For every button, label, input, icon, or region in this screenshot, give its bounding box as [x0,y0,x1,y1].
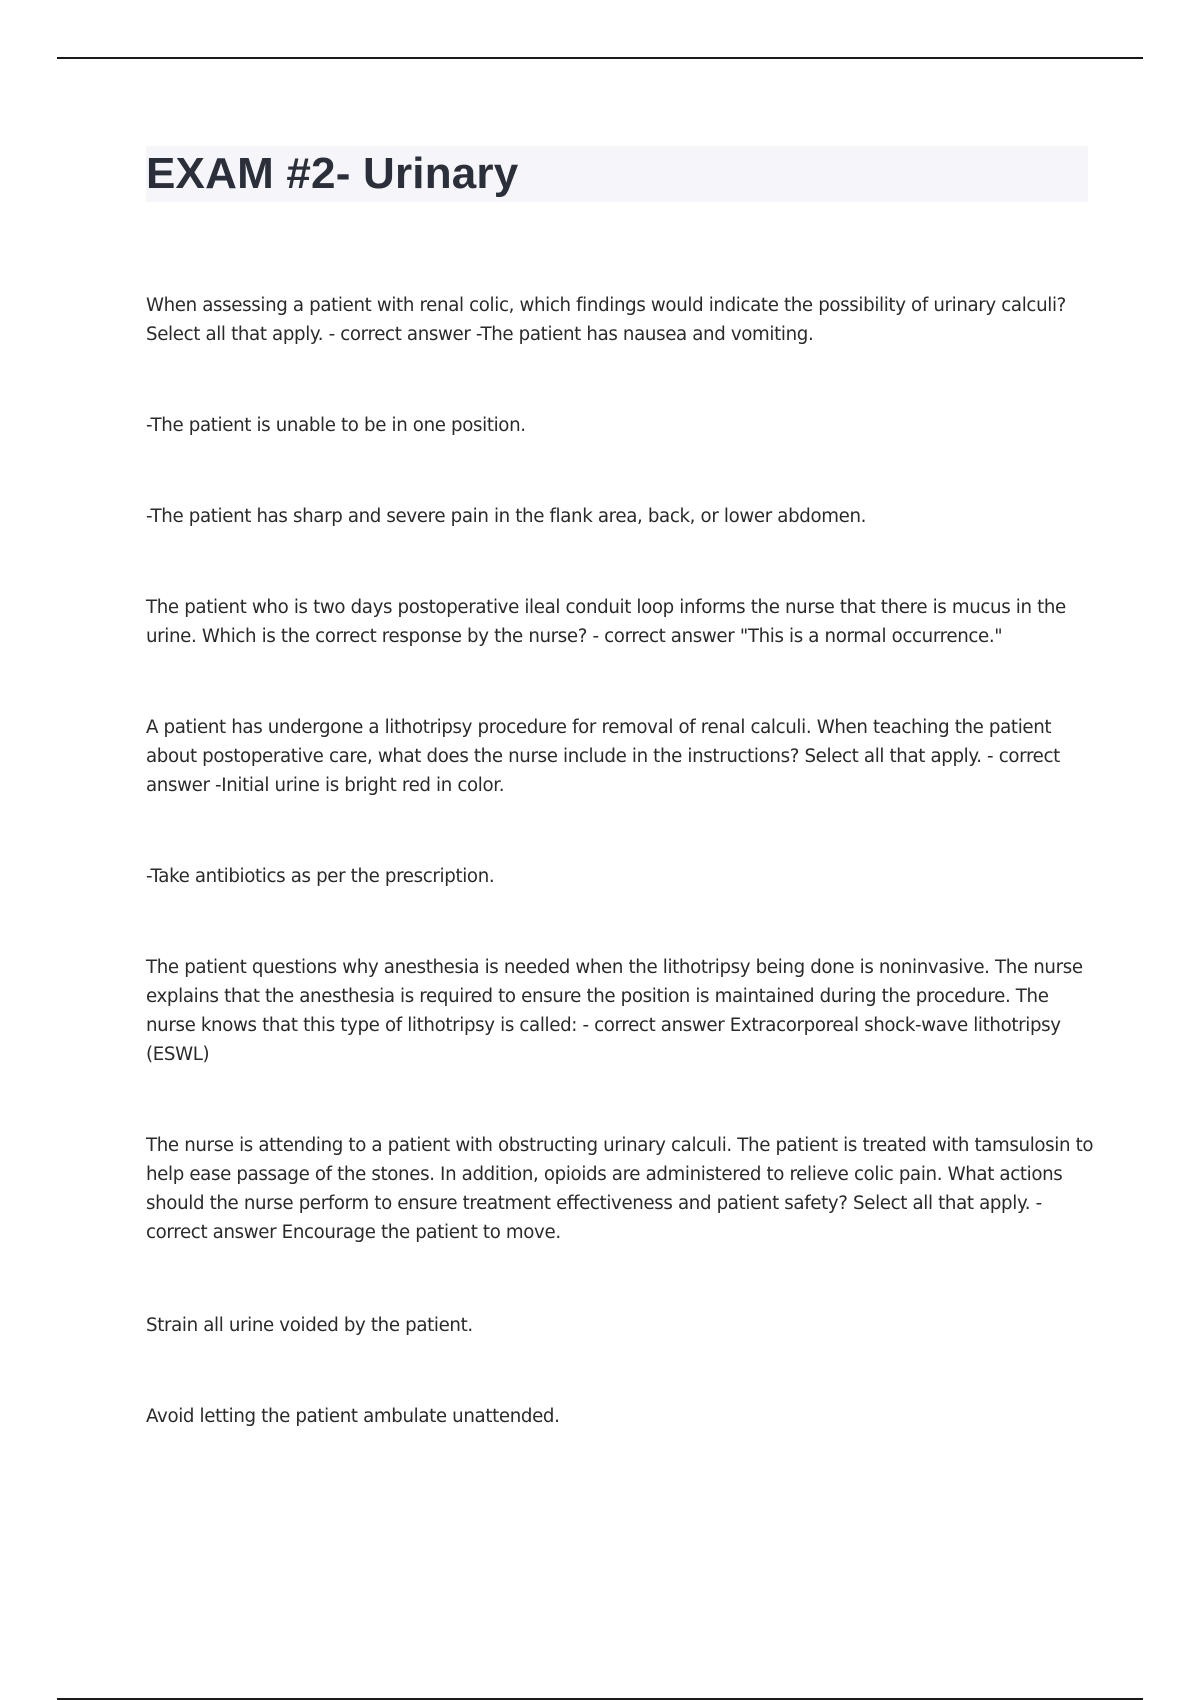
question-2-paragraph: The patient who is two days postoperative ileal conduit loop informs the nurse that there is mucus in the urine. Which is the correct response by the nurse? - correct answer "This is a normal occurrence." [146,597,1066,647]
answer-line-paragraph: -Take antibiotics as per the prescription. [146,866,495,887]
question-1-paragraph: When assessing a patient with renal colic, which findings would indicate the possibility of urinary calculi? Select all that apply. - correct answer -The patient has nausea and vomiting. [146,295,1066,345]
answer-line-paragraph: Avoid letting the patient ambulate unattended. [146,1406,560,1427]
answer-line-paragraph: -The patient has sharp and severe pain in the flank area, back, or lower abdomen. [146,506,867,527]
answer-line-paragraph: -The patient is unable to be in one position. [146,415,526,436]
question-3-paragraph: A patient has undergone a lithotripsy procedure for removal of renal calculi. When teaching the patient about postoperative care, what does the nurse include in the instructions? Select all that apply. - correct answer -Initial urine is bright red in color. [146,717,1060,796]
question-5-paragraph: The nurse is attending to a patient with obstructing urinary calculi. The patient is treated with tamsulosin to help ease passage of the stones. In addition, opioids are administered to relieve colic pain. What actions should the nurse perform to ensure treatment effectiveness and patient safety? Select all that apply. - correct answer Encourage the patient to move. [146,1135,1094,1243]
page-title: EXAM #2- Urinary [146,149,519,198]
question-4-paragraph: The patient questions why anesthesia is needed when the lithotripsy being done is noninvasive. The nurse explains that the anesthesia is required to ensure the position is maintained during the procedure. The nurse knows that this type of lithotripsy is called: - correct answer Extracorporeal shock-wave lithotripsy (ESWL) [146,957,1083,1065]
top-rule [57,57,1143,59]
answer-line-paragraph: Strain all urine voided by the patient. [146,1315,473,1336]
